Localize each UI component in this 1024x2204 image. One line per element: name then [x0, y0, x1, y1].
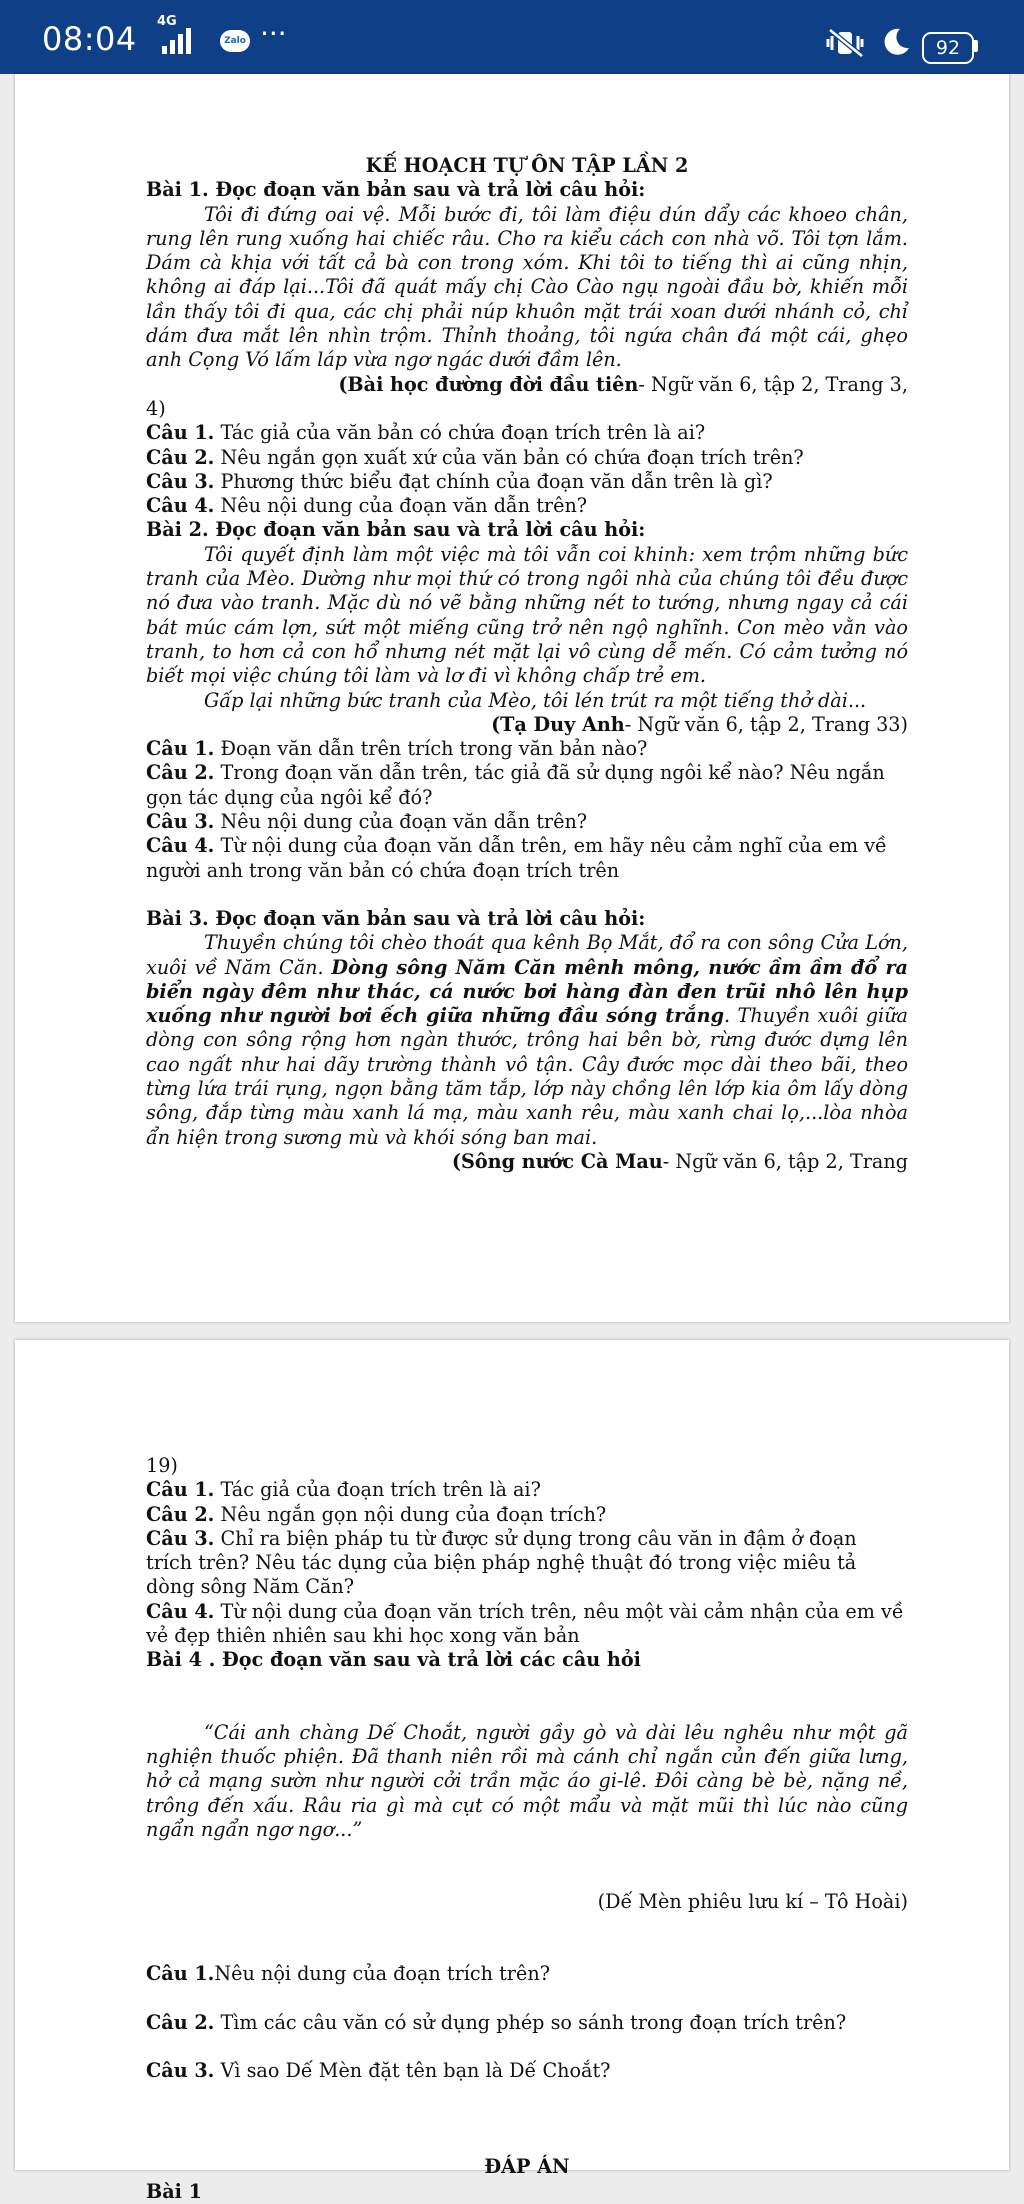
bai2-question [146, 737, 908, 761]
bai3-heading: Bài 3. Đọc đoạn văn bản sau và trả lời câu hỏi: [146, 906, 646, 930]
bai2-source-ref: - Ngữ văn 6, tập 2, Trang 33) [624, 712, 908, 736]
bai3-question [146, 1503, 908, 1527]
bai2-passage: Tôi quyết định làm một việc mà tôi vẫn coi khinh: xem trộm những bức tranh của Mèo. Dường như mọi thứ có trong ngôi nhà của chúng tôi đều được nó đưa vào tranh. Mặc dù nó vẽ bằng những nét to tướng, nhưng ngay cả cái bát múc cám lợn, sứt một miếng cũng trở nên ngộ nghĩnh. Con mèo vằn vào tranh, to hơn cả con hổ nhưng nét mặt lại vô cùng dễ mến. Có cảm tưởng nó biết mọi việc chúng tôi làm và lơ đi vì không chấp trẻ em. [146, 542, 908, 688]
bai3-passage [146, 931, 908, 1150]
bai2-question [146, 810, 908, 834]
bai3-question [146, 1527, 908, 1600]
answer-bai1: Bài 1 [146, 2179, 202, 2203]
bai1-source [146, 373, 908, 397]
question-label: Câu 3. [146, 810, 215, 834]
bai3-question [146, 1478, 908, 1502]
battery-indicator: 92 [922, 32, 974, 64]
bai1-source-ref: - Ngữ văn 6, tập 2, Trang 3, [638, 372, 908, 396]
answer-title: ĐÁP ÁN [484, 2155, 570, 2179]
question-text: Nêu ngắn gọn nội dung của đoạn trích? [214, 1502, 607, 1526]
bai2-question [146, 761, 908, 810]
question-label: Câu 4. [146, 494, 215, 518]
status-bar [0, 0, 1024, 74]
question-text: Nêu nội dung của đoạn văn dẫn trên? [214, 494, 588, 518]
question-label: Câu 1. [146, 421, 215, 445]
battery-tip [974, 40, 978, 52]
question-label: Câu 1. [146, 1478, 215, 1502]
bai3-source-ref: - Ngữ văn 6, tập 2, Trang [662, 1149, 908, 1173]
network-type: 4G [157, 14, 177, 29]
page-2-content [146, 1454, 908, 2204]
question-label: Câu 2. [146, 1502, 215, 1526]
question-text: Đoạn văn dẫn trên trích trong văn bản nào? [214, 737, 648, 761]
question-label: Câu 1. [146, 1962, 215, 1986]
bai3-passage-end: . Thuyền xuôi giữa dòng con sông rộng hơn ngàn thước, trông hai bên bờ, rừng đước dựng lên cao ngất như hai dãy trường thành vô tận. Cây đước mọc dài theo bãi, theo từng lứa trái rụng, ngọn bằng tăm tắp, lớp này chồng lên lớp kia ôm lấy dòng sông, đắp từng màu xanh lá mạ, màu xanh rêu, màu xanh chai lọ,...lòa nhòa ẩn hiện trong sương mù và khói sóng ban mai. [146, 1004, 908, 1149]
bai2-heading: Bài 2. Đọc đoạn văn bản sau và trả lời câu hỏi: [146, 518, 646, 542]
bai3-source-cont: 19) [146, 1454, 178, 1477]
document-title: KẾ HOẠCH TỰ ÔN TẬP LẦN 2 [365, 154, 689, 177]
question-label: Câu 3. [146, 1526, 215, 1550]
spacer [146, 1673, 908, 1721]
bai3-source [146, 1150, 908, 1174]
bai3-passage-bold: Dòng sông Năm Căn mênh mông, nước ầm ầm đổ ra biển ngày đêm như thác, cá nước bơi hàng đàn đen trũi nhô lên hụp xuống như người bơi ếch giữa những đầu sóng trắng [146, 955, 908, 1028]
question-text: Vì sao Dế Mèn đặt tên bạn là Dế Choắt? [214, 2059, 611, 2083]
question-text: Nêu ngắn gọn xuất xứ của văn bản có chứa đoạn trích trên? [214, 445, 804, 469]
question-text: Tác giả của văn bản có chứa đoạn trích trên là ai? [214, 421, 706, 445]
spacer [146, 1842, 908, 1890]
question-label: Câu 4. [146, 1599, 215, 1623]
do-not-disturb-moon-icon [880, 26, 912, 58]
bai3-question [146, 1600, 908, 1649]
document-page-1 [15, 74, 1009, 1322]
bai1-passage: Tôi đi đứng oai vệ. Mỗi bước đi, tôi làm điệu dún dẩy các khoeo chân, rung lên rung xuống hai chiếc râu. Cho ra kiểu cách con nhà võ. Tôi tợn lắm. Dám cà khịa với tất cả bà con trong xóm. Khi tôi to tiếng thì ai cũng nhịn, không ai đáp lại...Tôi đã quát mấy chị Cào Cào ngụ ngoài đầu bờ, khiến mỗi lần thấy tôi đi qua, các chị phải núp khuôn mặt trái xoan dưới nhánh cỏ, chỉ dám đưa mắt lên nhìn trộm. Thỉnh thoảng, tôi ngứa chân đá một cái, ghẹo anh Cọng Vó lấm láp vừa ngơ ngác dưới đầm lên. [146, 202, 908, 372]
spacer [146, 1987, 908, 2011]
bai4-source: (Dế Mèn phiêu lưu kí – Tô Hoài) [597, 1890, 908, 1914]
bai1-question [146, 494, 908, 518]
question-label: Câu 3. [146, 2059, 215, 2083]
spacer [146, 883, 908, 907]
signal-icon [160, 26, 200, 56]
question-label: Câu 2. [146, 2010, 215, 2034]
question-label: Câu 2. [146, 761, 215, 785]
bai2-passage-2: Gấp lại những bức tranh của Mèo, tôi lén trút ra một tiếng thở dài... [204, 688, 867, 712]
question-label: Câu 1. [146, 737, 215, 761]
bai2-question [146, 834, 908, 883]
bai1-question [146, 446, 908, 470]
bai4-question [146, 1962, 908, 1986]
document-page-2 [15, 1340, 1009, 2203]
bai4-heading: Bài 4 . Đọc đoạn văn sau và trả lời các câu hỏi [146, 1648, 641, 1672]
question-label: Câu 4. [146, 834, 215, 858]
bai1-source-cont: 4) [146, 396, 166, 420]
bai4-passage: “Cái anh chàng Dế Choắt, người gầy gò và dài lêu nghêu như một gã nghiện thuốc phiện. Đã thanh niên rồi mà cánh chỉ ngắn củn đến giữa lưng, hở cả mạng sườn như người cởi trần mặc áo gi-lê. Đôi càng bè bè, nặng nề, trông đến xấu. Râu ria gì mà cụt có một mẩu và mặt mũi thì lúc nào cũng ngẩn ngẩn ngơ ngơ...” [146, 1720, 908, 1841]
question-label: Câu 2. [146, 445, 215, 469]
bai3-passage-start: Thuyền chúng tôi chèo thoát qua kênh Bọ Mắt, đổ ra con sông Cửa Lớn, xuôi về Năm Căn. [146, 931, 908, 979]
bai1-source-title: (Bài học đường đời đầu tiên [338, 372, 639, 396]
vibrate-mute-icon [826, 28, 866, 58]
question-text: Phương thức biểu đạt chính của đoạn văn dẫn trên là gì? [214, 469, 773, 493]
spacer [146, 2035, 908, 2059]
question-text: Từ nội dung của đoạn văn trích trên, nêu một vài cảm nhận của em về vẻ đẹp thiên nhiên sau khi học xong văn bản [146, 1599, 904, 1648]
bai1-question [146, 470, 908, 494]
bai2-source-author: (Tạ Duy Anh [491, 712, 625, 736]
bai3-source-title: (Sông nước Cà Mau [451, 1149, 663, 1173]
question-text: Tìm các câu văn có sử dụng phép so sánh trong đoạn trích trên? [214, 2010, 847, 2034]
bai4-question [146, 2011, 908, 2035]
bai4-question [146, 2059, 908, 2083]
spacer [146, 2083, 908, 2131]
question-text: Tác giả của đoạn trích trên là ai? [214, 1478, 541, 1502]
question-text: Chỉ ra biện pháp tu từ được sử dụng trong câu văn in đậm ở đoạn trích trên? Nêu tác dụng của biện pháp nghệ thuật đó trong việc miêu tả dòng sông Năm Căn? [146, 1526, 857, 1599]
bai1-heading: Bài 1. Đọc đoạn văn bản sau và trả lời câu hỏi: [146, 178, 646, 202]
question-text: Nêu nội dung của đoạn văn dẫn trên? [214, 810, 588, 834]
more-notifications-icon: ··· [260, 17, 287, 50]
bai2-source [146, 713, 908, 737]
question-label: Câu 3. [146, 469, 215, 493]
spacer [146, 2131, 908, 2155]
question-text: Nêu nội dung của đoạn trích trên? [214, 1962, 550, 1986]
clock: 08:04 [42, 20, 137, 58]
page-1-content [146, 154, 908, 1174]
spacer [146, 1914, 908, 1962]
zalo-notification-icon: Zalo [220, 30, 250, 52]
question-text: Từ nội dung của đoạn văn dẫn trên, em hãy nêu cảm nghĩ của em về người anh trong văn bản có chứa đoạn trích trên [146, 834, 887, 882]
question-text: Trong đoạn văn dẫn trên, tác giả đã sử dụng ngôi kể nào? Nêu ngắn gọn tác dụng của ngôi kể đó? [146, 761, 885, 809]
bai1-question [146, 421, 908, 445]
